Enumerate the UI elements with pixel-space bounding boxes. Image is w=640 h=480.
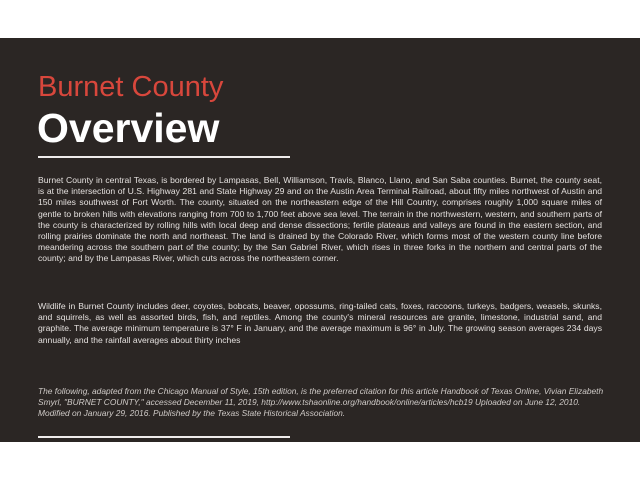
slide-title-overview: Overview <box>37 105 220 151</box>
body-paragraph-geography: Burnet County in central Texas, is bordered by Lampasas, Bell, Williamson, Travis, Blanco, Llano, and San Saba counties. Burnet, the county seat, is at the intersection of U.S. Highway 281 and State Highway 29 and on the Austin Area Terminal Railroad, about fifty miles northwest of Austin and 150 miles southwest of Fort Worth. The county, situated on the northeastern edge of the Hill Country, comprises roughly 1,000 square miles of gentle to broken hills with elevations ranging from 700 to 1,700 feet above sea level. The terrain in the northwestern, western, and southern parts of the county is characterized by rolling hills with local deep and dense dissections; fertile plateaus and valleys are found in the eastern section, and rolling prairies dominate the north and northeast. The land is drained by the Colorado River, which forms most of the western county line before meandering across the southern part of the county; by the San Gabriel River, which rises in three forks in the northern and central parts of the county; and by the Lampasas River, which cuts across the northeastern corner. <box>38 175 602 264</box>
title-underline-divider <box>38 156 290 158</box>
body-paragraph-wildlife: Wildlife in Burnet County includes deer, coyotes, bobcats, beaver, opossums, ring-tailed cats, foxes, raccoons, turkeys, badgers, weasels, skunks, and squirrels, as well as assorted birds, fish, and reptiles. Among the county's mineral resources are granite, limestone, industrial sand, and graphite. The average minimum temperature is 37° F in January, and the average maximum is 96° in July. The growing season averages 234 days annually, and the rainfall averages about thirty inches <box>38 301 602 345</box>
footer-divider <box>38 436 290 438</box>
slide <box>0 38 640 442</box>
slide-title-county: Burnet County <box>38 71 224 103</box>
citation-text: The following, adapted from the Chicago Manual of Style, 15th edition, is the preferred citation for this article Handbook of Texas Online, Vivian Elizabeth Smyrl, "BURNET COUNTY," accessed December 11, 2019, http://www.tshaonline.org/handbook/online/articles/hcb19 Uploaded on June 12, 2010. Modified on January 29, 2016. Published by the Texas State Historical Association. <box>38 386 604 418</box>
